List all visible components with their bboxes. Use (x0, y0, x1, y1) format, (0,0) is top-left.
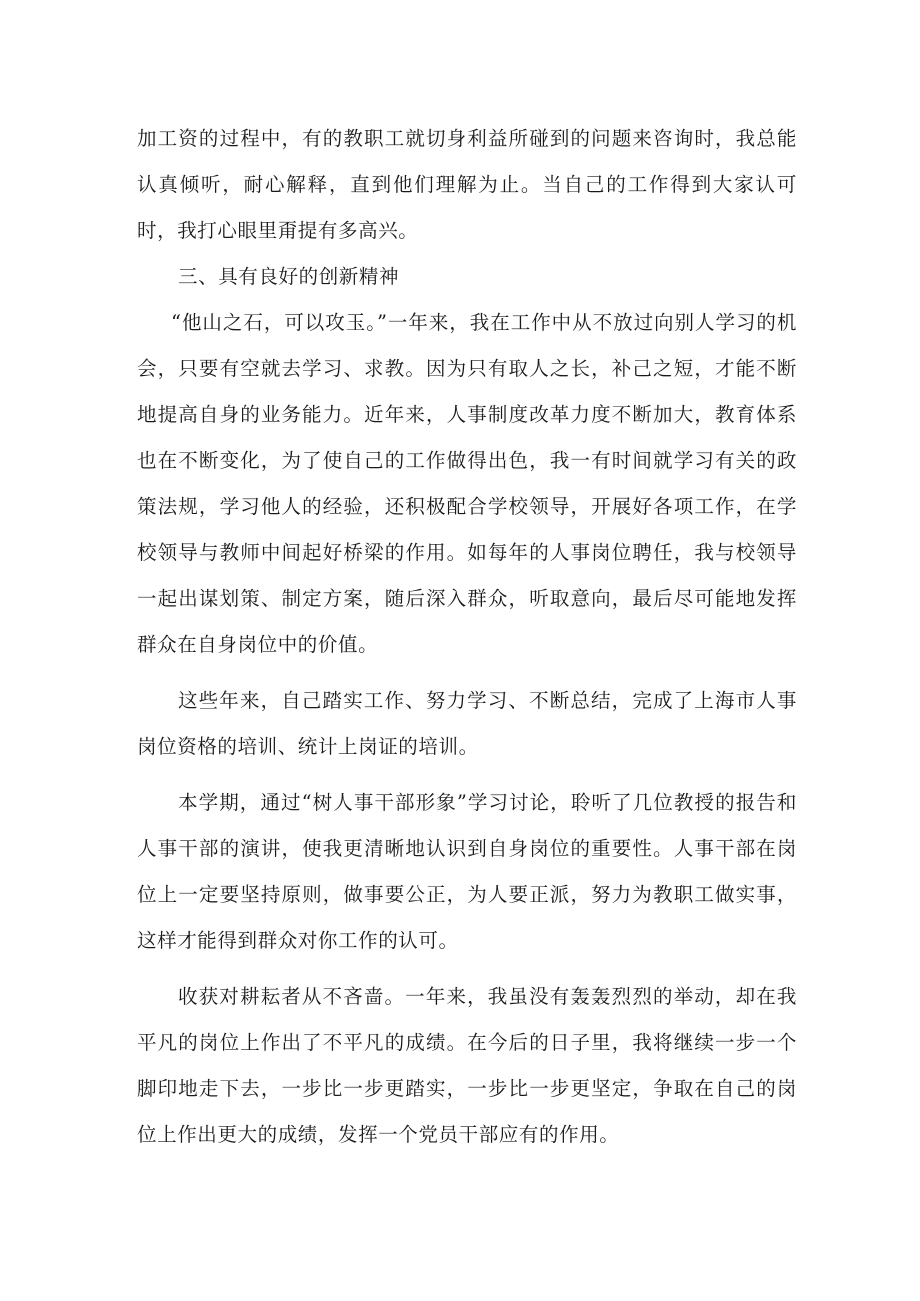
paragraph-training: 这些年来，自己踏实工作、努力学习、不断总结，完成了上海市人事岗位资格的培训、统计上岗证的培训。 (137, 689, 797, 758)
document-body (137, 116, 797, 1158)
paragraph-conclusion: 收获对耕耘者从不吝啬。一年来，我虽没有轰轰烈烈的举动，却在我平凡的岗位上作出了不平凡的成绩。在今后的日子里，我将继续一步一个脚印地走下去，一步比一步更踏实，一步比一步更坚定，争取在自己的岗位上作出更大的成绩，发挥一个党员干部应有的作用。 (137, 985, 797, 1146)
paragraph-semester: 本学期，通过“树人事干部形象”学习讨论，聆听了几位教授的报告和人事干部的演讲，使我更清晰地认识到自身岗位的重要性。人事干部在岗位上一定要坚持原则，做事要公正，为人要正派，努力为教职工做实事，这样才能得到群众对你工作的认可。 (137, 791, 797, 952)
paragraph-continuation: 加工资的过程中，有的教职工就切身利益所碰到的问题来咨询时，我总能认真倾听，耐心解释，直到他们理解为止。当自己的工作得到大家认可时，我打心眼里甭提有多高兴。 (137, 127, 797, 242)
paragraph-innovation: “他山之石，可以攻玉。”一年来，我在工作中从不放过向别人学习的机会，只要有空就去学习、求教。因为只有取人之长，补己之短，才能不断地提高自身的业务能力。近年来，人事制度改革力度不断加大，教育体系也在不断变化，为了使自己的工作做得出色，我一有时间就学习有关的政策法规，学习他人的经验，还积极配合学校领导，开展好各项工作，在学校领导与教师中间起好桥梁的作用。如每年的人事岗位聘任，我与校领导一起出谋划策、制定方案，随后深入群众，听取意向，最后尽可能地发挥群众在自身岗位中的价值。 (137, 311, 797, 656)
section-heading: 三、具有良好的创新精神 (178, 265, 400, 288)
